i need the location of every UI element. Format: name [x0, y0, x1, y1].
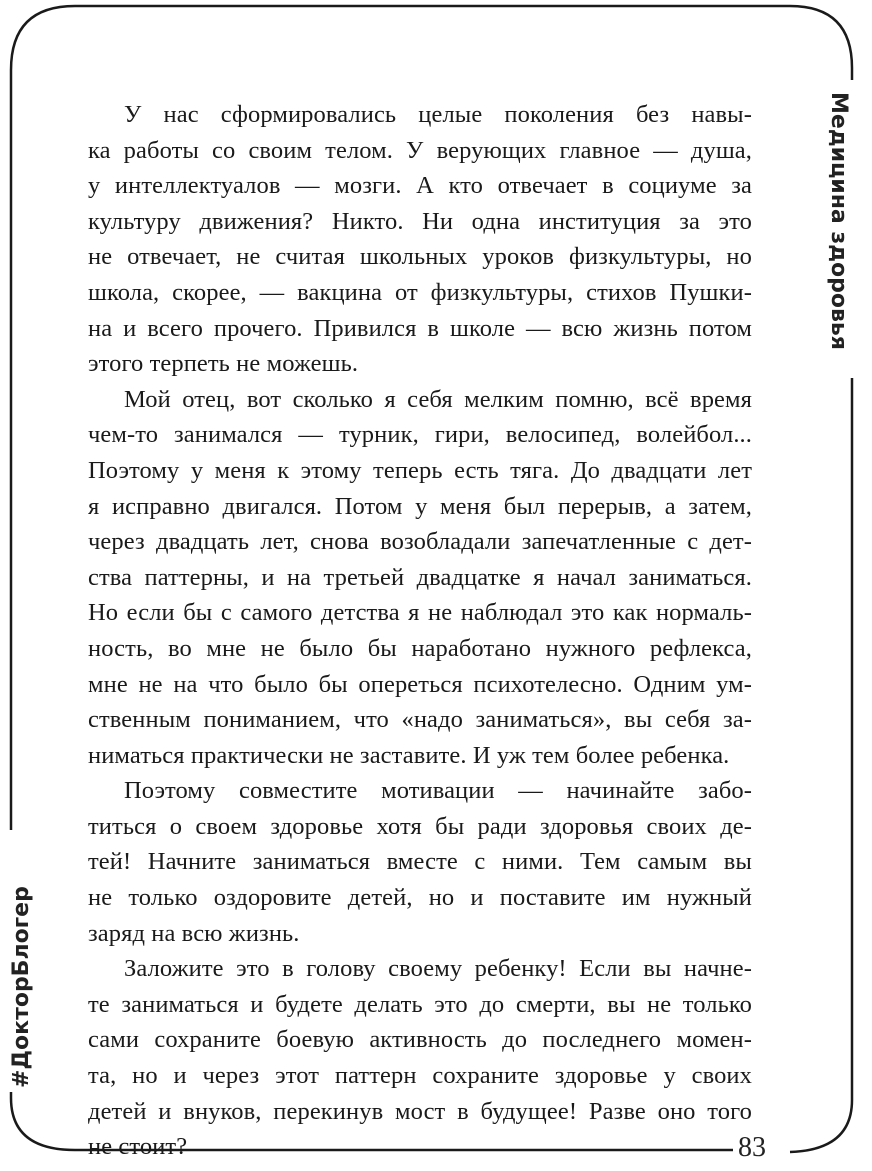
- text-line: У нас сформировались целые поколения без навы-: [124, 101, 752, 128]
- text-line: сами сохраните боевую активность до последнего момен-: [88, 1026, 752, 1054]
- text-line: не только оздоровите детей, но и поставите им нужный: [88, 884, 752, 912]
- text-line: культуру движения? Никто. Ни одна институция за это: [88, 207, 752, 235]
- text-line: ственным пониманием, что «надо заниматься», вы себя за-: [88, 706, 752, 734]
- text-line: Поэтому у меня к этому теперь есть тяга. До двадцати лет: [88, 456, 752, 484]
- text-line: Заложите это в голову своему ребенку! Если вы начне-: [124, 955, 752, 983]
- text-line: ность, во мне не было бы наработано нужного рефлекса,: [88, 634, 752, 662]
- text-line: ка работы со своим телом. У верующих главное — душа,: [88, 136, 752, 164]
- text-line: школа, скорее, — вакцина от физкультуры, стихов Пушки-: [88, 278, 752, 306]
- text-line: ства паттерны, и на третьей двадцатке я начал заниматься.: [88, 563, 752, 591]
- text-line: Мой отец, вот сколько я себя мелким помню, всё время: [124, 385, 752, 413]
- page-number: 83: [738, 1132, 766, 1163]
- text-line: на и всего прочего. Привился в школе — всю жизнь потом: [88, 314, 752, 342]
- text-line: ниматься практически не заставите. И уж тем более ребенка.: [88, 741, 730, 769]
- text-line: не отвечает, не считая школьных уроков физкультуры, но: [88, 243, 752, 271]
- body-text: [88, 97, 752, 1165]
- frame-right: [790, 378, 852, 1152]
- text-line: этого терпеть не можешь.: [88, 350, 359, 378]
- text-line: не стоит?: [88, 1133, 188, 1161]
- side-tag: #ДокторБлогер: [9, 886, 34, 1088]
- text-line: детей и внуков, перекинув мост в будущее! Разве оно того: [88, 1097, 752, 1125]
- text-line: заряд на всю жизнь.: [88, 919, 300, 947]
- text-line: титься о своем здоровье хотя бы ради здоровья своих де-: [88, 812, 752, 840]
- text-line: тей! Начните заниматься вместе с ними. Тем самым вы: [88, 848, 752, 876]
- text-line: мне не на что было бы опереться психотелесно. Одним ум-: [88, 670, 752, 698]
- text-line: Но если бы с самого детства я не наблюдал это как нормаль-: [88, 599, 752, 627]
- text-line: через двадцать лет, снова возобладали запечатленные с дет-: [88, 528, 752, 556]
- text-line: я исправно двигался. Потом у меня был перерыв, а затем,: [88, 492, 752, 520]
- text-line: Поэтому совместите мотивации — начинайте забо-: [124, 777, 752, 805]
- text-line: у интеллектуалов — мозги. А кто отвечает в социуме за: [88, 172, 752, 200]
- text-line: те заниматься и будете делать это до смерти, вы не только: [88, 990, 752, 1018]
- text-line: чем-то занимался — турник, гири, велосипед, волейбол...: [88, 421, 752, 449]
- running-head: Медицина здоровья: [826, 92, 851, 350]
- text-line: та, но и через этот паттерн сохраните здоровье у своих: [88, 1062, 752, 1090]
